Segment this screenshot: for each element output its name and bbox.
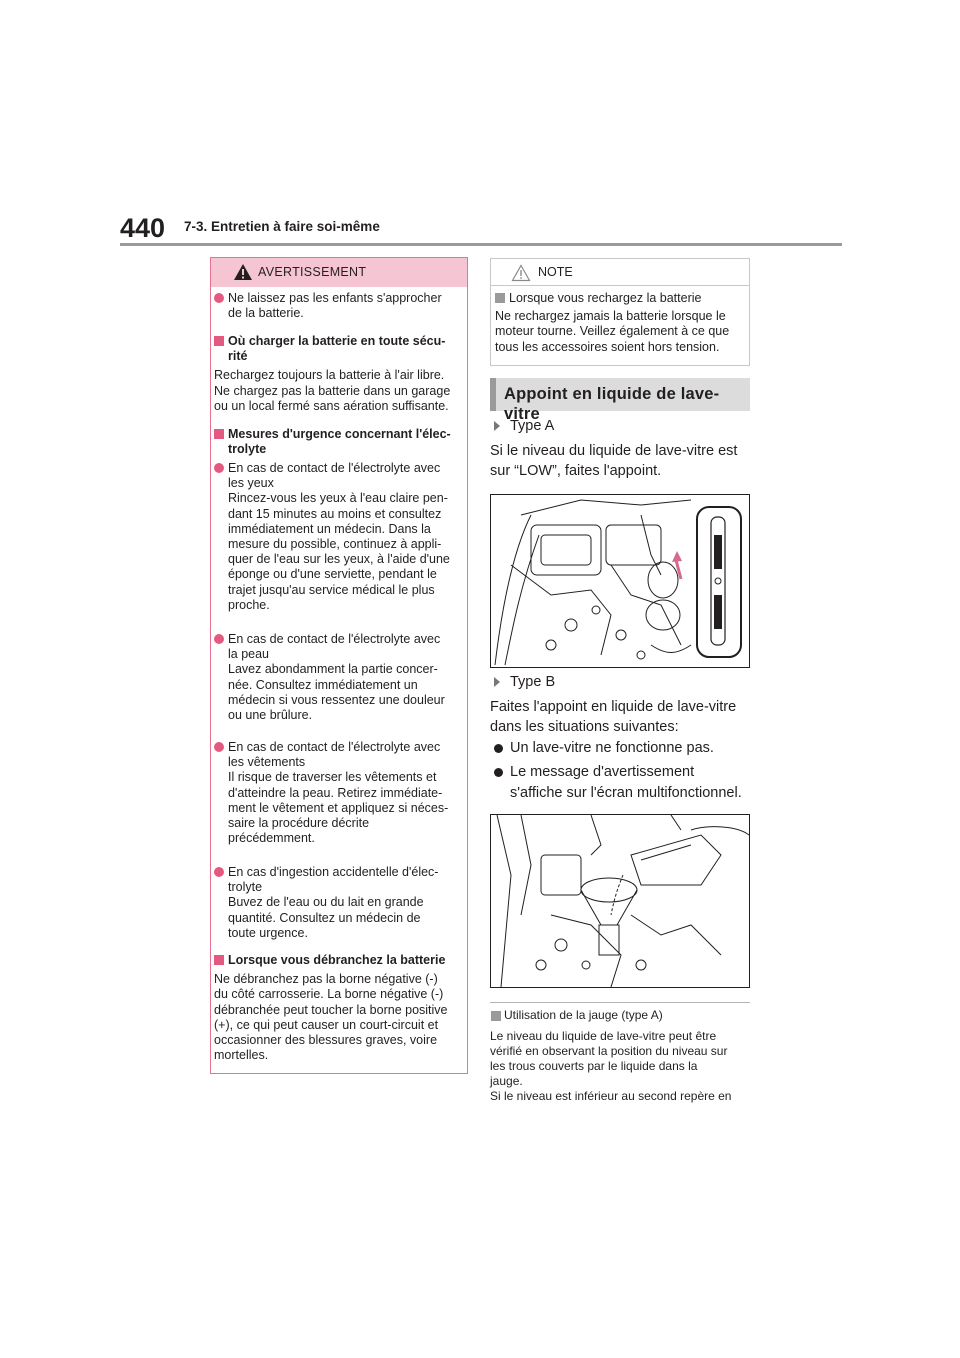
heading-accent [490, 378, 496, 411]
bullet-dot-icon [214, 634, 224, 644]
warning-text: débranchée peut toucher la borne positive [214, 1002, 448, 1017]
bullet-square-icon [214, 955, 224, 965]
warning-text: quer de l'eau sur les yeux, à l'aide d'une [228, 552, 450, 567]
bullet-dot-icon [494, 768, 503, 777]
warning-item [214, 334, 462, 414]
warning-text: trolyte [228, 880, 263, 895]
warning-item [214, 427, 462, 457]
gauge-text: Si le niveau est inférieur au second repère en [490, 1089, 732, 1103]
warning-item [214, 632, 462, 723]
warning-text: médecin si vous ressentez une douleur [228, 692, 445, 707]
section-heading [490, 378, 750, 423]
warning-item [214, 953, 462, 1063]
warning-heading: rité [228, 349, 248, 364]
triangle-bullet-icon [494, 421, 500, 431]
note-content [495, 291, 745, 355]
warning-text: Ne débranchez pas la borne négative (-) [214, 972, 438, 987]
warning-text: Lavez abondamment la partie concer- [228, 662, 438, 677]
warning-text: En cas de contact de l'électrolyte avec [228, 632, 441, 646]
warning-text: de la batterie. [228, 306, 304, 321]
warning-text: née. Consultez immédiatement un [228, 677, 418, 692]
warning-text: En cas de contact de l'électrolyte avec [228, 740, 441, 754]
warning-text: du côté carrosserie. La borne négative (-) [214, 987, 444, 1002]
warning-text: Ne laissez pas les enfants s'approcher [228, 291, 442, 305]
warning-heading: trolyte [228, 442, 267, 457]
bullet-text: Le message d'avertissement [510, 764, 695, 780]
note-title: NOTE [538, 265, 573, 279]
bullet-dot-icon [214, 867, 224, 877]
warning-text: proche. [228, 597, 270, 612]
note-text: moteur tourne. Veillez également à ce que [495, 324, 730, 339]
paragraph-line: Si le niveau du liquide de lave-vitre est [490, 443, 738, 459]
warning-text: (+), ce qui peut causer un court-circuit et [214, 1017, 439, 1032]
type-a-label: Type A [510, 418, 555, 434]
gauge-text: vérifié en observant la position du niveau sur [490, 1044, 728, 1058]
section-title: 7-3. Entretien à faire soi-même [184, 219, 380, 234]
note-heading: Lorsque vous rechargez la batterie [509, 291, 702, 305]
bullet-square-icon [491, 1011, 501, 1021]
warning-text: saire la procédure décrite [228, 816, 370, 831]
triangle-bullet-icon [494, 677, 500, 687]
warning-text: Il risque de traverser les vêtements et [228, 770, 437, 785]
warning-text: ou un local fermé sans aération suffisante. [214, 398, 449, 413]
header-rule [120, 243, 842, 246]
warning-text: immédiatement un médecin. Dans la [228, 521, 431, 536]
warning-text: ou une brûlure. [228, 708, 313, 723]
warning-text: mesure du possible, continuez à appli- [228, 537, 442, 552]
warning-heading: Où charger la batterie en toute sécu- [228, 334, 446, 348]
warning-item [214, 865, 462, 941]
paragraph-line: sur “LOW”, faites l'appoint. [490, 463, 662, 479]
paragraph-line: Faites l'appoint en liquide de lave-vitre [490, 699, 737, 715]
warning-text: les vêtements [228, 755, 306, 770]
gauge-heading: Utilisation de la jauge (type A) [504, 1008, 663, 1022]
warning-text: trajet jusqu'au service médical le plus [228, 582, 435, 597]
bullet-text: Un lave-vitre ne fonctionne pas. [510, 740, 714, 756]
warning-text: la peau [228, 647, 270, 662]
engine-bay-drawing [491, 495, 749, 667]
warning-text: Rincez-vous les yeux à l'eau claire pen- [228, 491, 448, 506]
type-b-label: Type B [510, 674, 556, 690]
divider [490, 1002, 750, 1003]
warning-text: les yeux [228, 476, 274, 491]
warning-text: quantité. Consultez un médecin de [228, 910, 421, 925]
gauge-text: jauge. [490, 1074, 523, 1088]
warning-item [214, 740, 462, 846]
bullet-dot-icon [494, 744, 503, 753]
warning-text: précédemment. [228, 831, 315, 846]
warning-triangle-icon [233, 263, 253, 281]
note-text: tous les accessoires soient hors tension. [495, 339, 720, 354]
page-number: 440 [120, 213, 166, 243]
warning-text: Ne chargez pas la batterie dans un garage [214, 383, 451, 398]
bullet-square-icon [214, 429, 224, 439]
warning-text: dant 15 minutes au moins et consultez [228, 506, 442, 521]
warning-text: En cas de contact de l'électrolyte avec [228, 461, 441, 475]
bullet-square-icon [495, 293, 505, 303]
warning-text: En cas d'ingestion accidentelle d'élec- [228, 865, 439, 879]
illustration-washer-type-b [490, 814, 750, 988]
warning-text: mortelles. [214, 1048, 269, 1063]
gauge-text: Le niveau du liquide de lave-vitre peut être [490, 1029, 717, 1043]
dipstick-callout [697, 507, 741, 657]
note-header [491, 259, 749, 286]
bullet-dot-icon [214, 463, 224, 473]
warning-text: ment le vêtement et appliquez si néces- [228, 800, 449, 815]
warning-text: d'atteindre la peau. Retirez immédiate- [228, 785, 443, 800]
warning-heading: Lorsque vous débranchez la batterie [228, 953, 446, 967]
gauge-text: les trous couverts par le liquide dans la [490, 1059, 698, 1073]
paragraph-line: dans les situations suivantes: [490, 719, 679, 735]
warning-header [211, 258, 467, 287]
bullet-dot-icon [214, 742, 224, 752]
caution-triangle-icon [511, 264, 531, 282]
warning-heading: Mesures d'urgence concernant l'élec- [228, 427, 451, 441]
funnel-refill-drawing [491, 815, 749, 987]
warning-text: Buvez de l'eau ou du lait en grande [228, 895, 424, 910]
warning-text: Rechargez toujours la batterie à l'air libre. [214, 368, 445, 383]
bullet-square-icon [214, 336, 224, 346]
section-heading-text: Appoint en liquide de lave-vitre [504, 385, 720, 423]
bullet-dot-icon [214, 293, 224, 303]
note-text: Ne rechargez jamais la batterie lorsque le [495, 309, 726, 324]
warning-title: AVERTISSEMENT [258, 265, 367, 279]
warning-text: occasionner des blessures graves, voire [214, 1033, 438, 1048]
warning-text: éponge ou d'une serviette, pendant le [228, 567, 437, 582]
warning-item [214, 461, 462, 613]
bullet-text: s'affiche sur l'écran multifonctionnel. [510, 785, 742, 801]
illustration-washer-type-a [490, 494, 750, 668]
warning-item [214, 291, 462, 321]
warning-text: toute urgence. [228, 925, 308, 940]
